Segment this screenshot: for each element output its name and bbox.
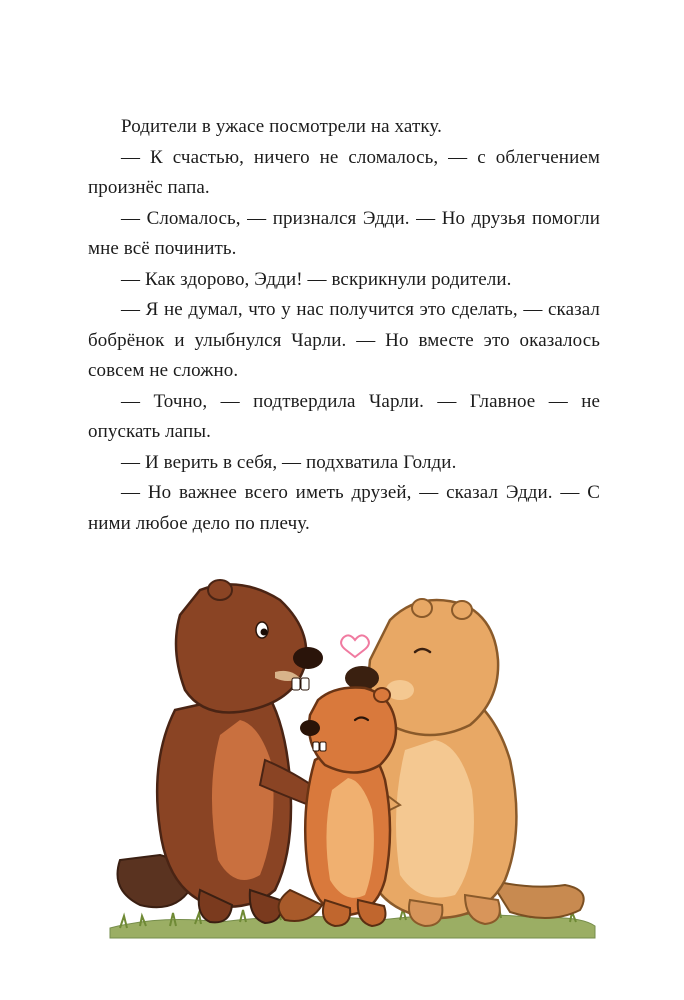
paragraph-2: — К счастью, ничего не сломалось, — с облегчением произнёс папа. [88, 146, 600, 198]
paragraph-8: — Но важнее всего иметь друзей, — сказал Эдди. — С ними любое дело по плечу. [88, 482, 600, 534]
paragraph-6: — Точно, — подтвердила Чарли. — Главное — не опускать лапы. [88, 390, 600, 442]
story-text [88, 112, 600, 539]
kid-beaver [279, 688, 396, 927]
beaver-family-illustration [100, 560, 600, 950]
paragraph-7: — И верить в себя, — подхватила Голди. [121, 451, 457, 473]
heart-icon [341, 635, 369, 657]
paragraph-4: — Как здорово, Эдди! — вскрикнули родители. [121, 268, 512, 290]
dad-beaver [118, 580, 328, 923]
paragraph-1: Родители в ужасе посмотрели на хатку. [121, 116, 442, 137]
paragraph-5: — Я не думал, что у нас получится это сделать, — сказал бобрёнок и улыбнулся Чарли. — Но вместе это оказалось совсем не сложно. [88, 299, 600, 381]
paragraph-3: — Сломалось, — признался Эдди. — Но друзья помогли мне всё починить. [88, 207, 600, 259]
